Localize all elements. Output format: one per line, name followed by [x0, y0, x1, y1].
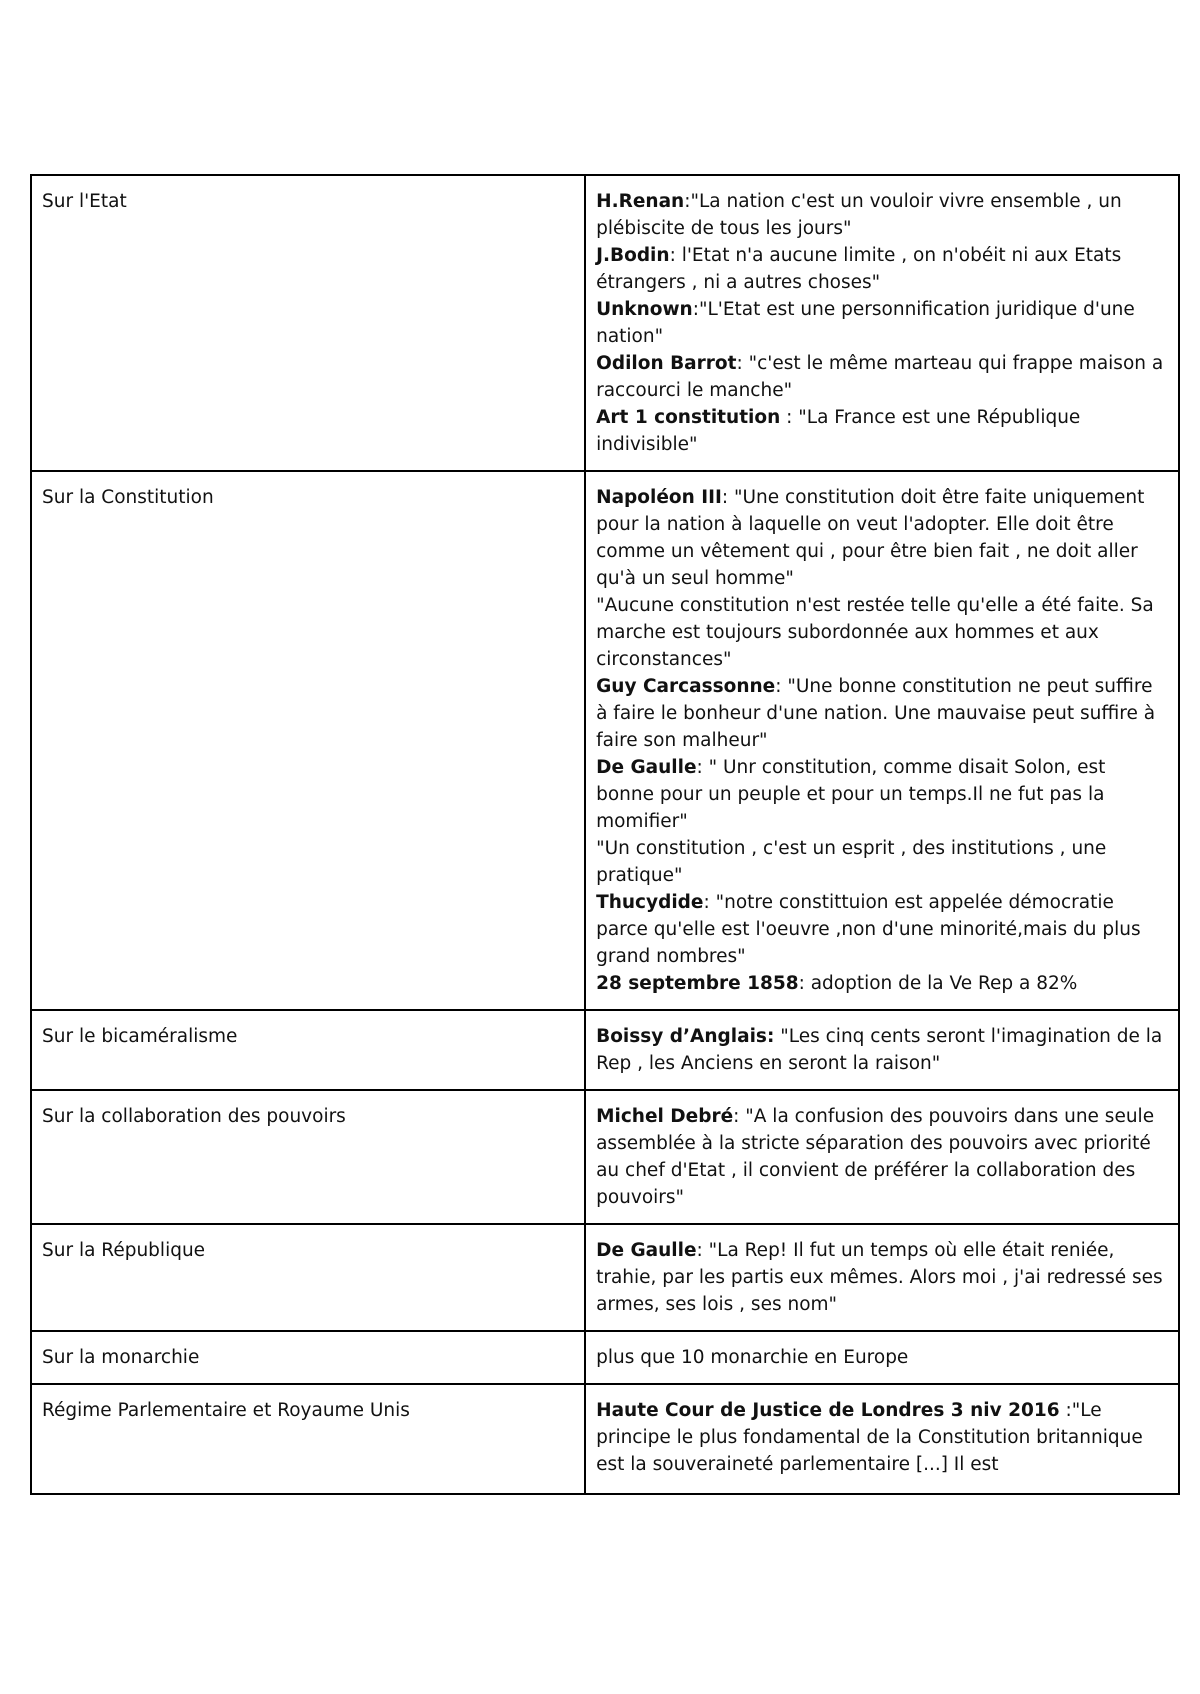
quote-text: : "Une constitution doit être faite uniquement pour la nation à laquelle on veut l'adopter. Elle doit être comme un vêtement qui , pour être bien fait , ne doit aller qu'à un seul homme" — [596, 487, 1145, 589]
topic-cell — [31, 1224, 585, 1331]
quote-entry — [596, 673, 1168, 754]
quote-author: J.Bodin — [596, 245, 670, 266]
quotes-cell — [585, 1331, 1179, 1384]
quotes-cell — [585, 1224, 1179, 1331]
topic-label: Sur le bicaméralisme — [42, 1026, 238, 1047]
table-row-monarchie — [31, 1331, 1179, 1384]
quote-text: "Aucune constitution n'est restée telle qu'elle a été faite. Sa marche est toujours subordonnée aux hommes et aux circonstances" — [596, 595, 1154, 670]
quote-author: Michel Debré — [596, 1106, 734, 1127]
quote-text: "Les cinq cents seront l'imagination de la Rep , les Anciens en seront la raison" — [596, 1026, 1163, 1074]
quote-author: Haute Cour de Justice de Londres 3 niv 2016 — [596, 1400, 1060, 1421]
quote-author: Napoléon III — [596, 487, 722, 508]
quotes-table — [30, 174, 1180, 1495]
quote-entry — [596, 1344, 1168, 1371]
table-row-republique — [31, 1224, 1179, 1331]
quote-text: : "c'est le même marteau qui frappe maison a raccourci le manche" — [596, 353, 1164, 401]
topic-cell — [31, 1090, 585, 1224]
topic-label: Sur la Constitution — [42, 487, 214, 508]
quote-text: : l'Etat n'a aucune limite , on n'obéit ni aux Etats étrangers , ni a autres choses" — [596, 245, 1122, 293]
quotes-cell — [585, 1010, 1179, 1090]
quote-author: Unknown — [596, 299, 693, 320]
quote-author: De Gaulle — [596, 757, 697, 778]
quote-text: plus que 10 monarchie en Europe — [596, 1347, 909, 1368]
quote-entry — [596, 754, 1168, 835]
table-row-bicameralisme — [31, 1010, 1179, 1090]
topic-label: Sur la collaboration des pouvoirs — [42, 1106, 346, 1127]
quote-entry — [596, 1023, 1168, 1077]
quote-entry — [596, 835, 1168, 889]
quote-entry — [596, 350, 1168, 404]
quote-text: : "notre constittuion est appelée démocratie parce qu'elle est l'oeuvre ,non d'une minorité,mais du plus grand nombres" — [596, 892, 1141, 967]
quote-author: Odilon Barrot — [596, 353, 737, 374]
quote-text: :"Le principe le plus fondamental de la Constitution britannique est la souveraineté parlementaire [...] Il est — [596, 1400, 1143, 1475]
topic-cell — [31, 1331, 585, 1384]
topic-label: Sur la République — [42, 1240, 206, 1261]
topic-cell — [31, 471, 585, 1010]
quote-text: : "La France est une République indivisible" — [596, 407, 1081, 455]
quote-entry — [596, 296, 1168, 350]
quote-text: "Un constitution , c'est un esprit , des institutions , une pratique" — [596, 838, 1107, 886]
quotes-cell — [585, 1384, 1179, 1494]
quote-text: : " Unr constitution, comme disait Solon, est bonne pour un peuple et pour un temps.Il ne fut pas la momifier" — [596, 757, 1106, 832]
table-row-constitution — [31, 471, 1179, 1010]
quote-entry — [596, 188, 1168, 242]
quote-author: Thucydide — [596, 892, 704, 913]
quote-entry — [596, 1397, 1168, 1478]
quote-entry — [596, 484, 1168, 592]
quote-author: De Gaulle — [596, 1240, 697, 1261]
quote-text: :"L'Etat est une personnification juridique d'une nation" — [596, 299, 1135, 347]
topic-label: Sur l'Etat — [42, 191, 127, 212]
quote-author: Art 1 constitution — [596, 407, 781, 428]
quote-entry — [596, 970, 1168, 997]
quote-author: 28 septembre 1858 — [596, 973, 799, 994]
quote-entry — [596, 242, 1168, 296]
quote-text: : "Une bonne constitution ne peut suffire à faire le bonheur d'une nation. Une mauvaise peut suffire à faire son malheur" — [596, 676, 1156, 751]
quotes-cell — [585, 1090, 1179, 1224]
quotes-cell — [585, 471, 1179, 1010]
quote-author: Guy Carcassonne — [596, 676, 776, 697]
topic-cell — [31, 1384, 585, 1494]
topic-cell — [31, 175, 585, 471]
quote-entry — [596, 592, 1168, 673]
topic-label: Régime Parlementaire et Royaume Unis — [42, 1400, 410, 1421]
quote-author: H.Renan — [596, 191, 685, 212]
quote-entry — [596, 1103, 1168, 1211]
quote-entry — [596, 1237, 1168, 1318]
quote-entry — [596, 889, 1168, 970]
table-row-parlementaire — [31, 1384, 1179, 1494]
table-row-collaboration — [31, 1090, 1179, 1224]
table-row-etat — [31, 175, 1179, 471]
quotes-cell — [585, 175, 1179, 471]
quote-text: : "La Rep! Il fut un temps où elle était reniée, trahie, par les partis eux mêmes. Alors moi , j'ai redressé ses armes, ses lois , ses nom" — [596, 1240, 1163, 1315]
quote-text: : "A la confusion des pouvoirs dans une seule assemblée à la stricte séparation des pouvoirs avec priorité au chef d'Etat , il convient de préférer la collaboration des pouvoirs" — [596, 1106, 1155, 1208]
quote-author: Boissy d’Anglais: — [596, 1026, 775, 1047]
quote-text: : adoption de la Ve Rep a 82% — [798, 973, 1078, 994]
quote-entry — [596, 404, 1168, 458]
topic-cell — [31, 1010, 585, 1090]
topic-label: Sur la monarchie — [42, 1347, 200, 1368]
quote-text: :"La nation c'est un vouloir vivre ensemble , un plébiscite de tous les jours" — [596, 191, 1122, 239]
